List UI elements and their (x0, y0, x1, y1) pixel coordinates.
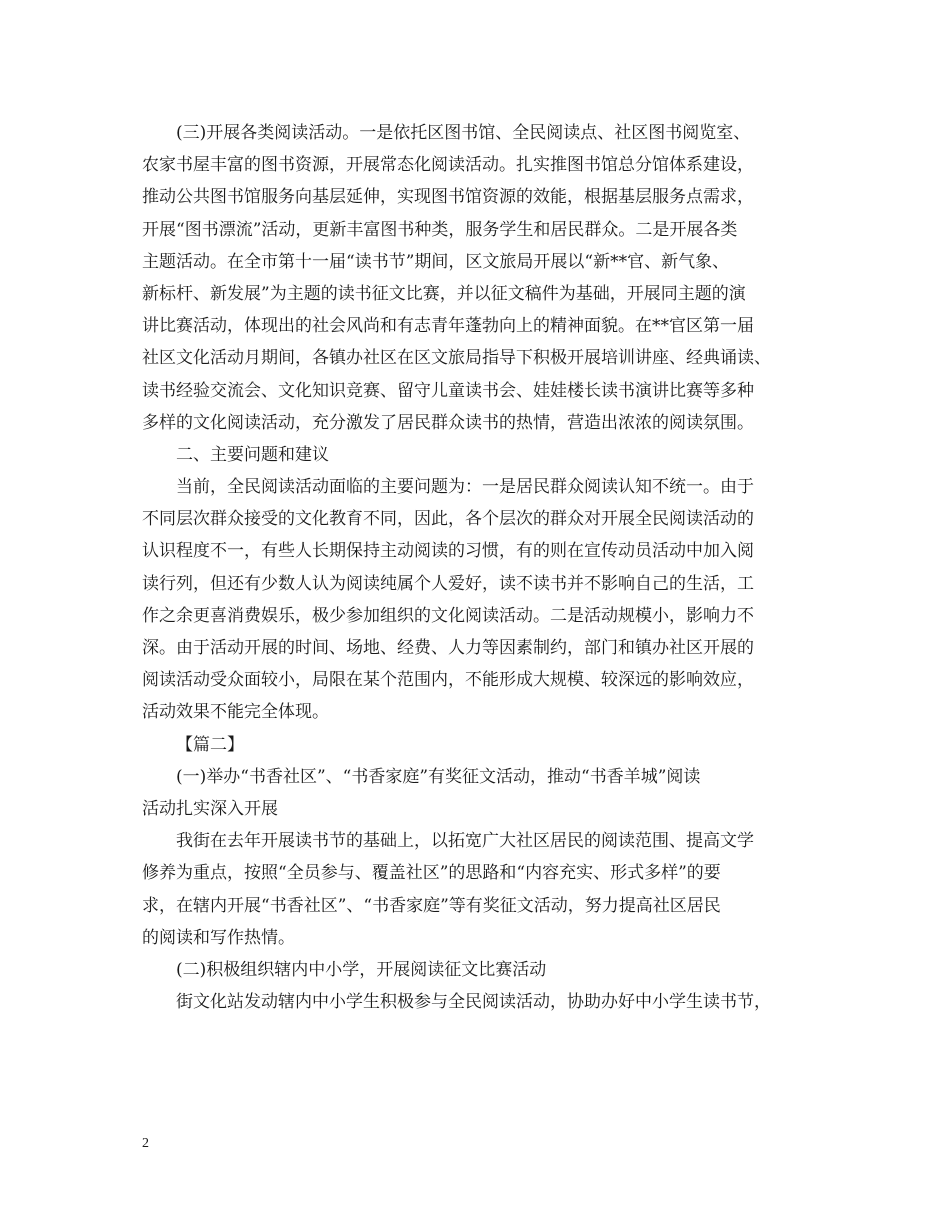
text-line: 活动效果不能完全体现。 (142, 702, 329, 723)
text-line: (二)积极组织辖内中小学，开展阅读征文比赛活动 (176, 959, 547, 980)
text-line: (三)开展各类阅读活动。一是依托区图书馆、全民阅读点、社区图书阅览室、 (176, 123, 751, 143)
text-line: 【篇二】 (176, 734, 244, 755)
text-line: 街文化站发动辖内中小学生积极参与全民阅读活动，协助办好中小学生读书节， (176, 992, 771, 1013)
page-number: 2 (142, 1136, 149, 1151)
text-line: 活动扎实深入开展 (142, 798, 278, 819)
text-line: 推动公共图书馆服务向基层延伸，实现图书馆资源的效能，根据基层服务点需求， (142, 187, 754, 208)
text-line: 阅读活动受众面较小，局限在某个范围内，不能形成大规模、较深远的影响效应， (142, 670, 754, 691)
text-line: 作之余更喜消费娱乐，极少参加组织的文化阅读活动。二是活动规模小，影响力不 (142, 605, 754, 626)
text-line: (一)举办“书香社区”、“书香家庭”有奖征文活动，推动“书香羊城”阅读 (176, 766, 701, 787)
text-line: 当前，全民阅读活动面临的主要问题为：一是居民群众阅读认知不统一。由于 (176, 477, 754, 498)
text-line: 新标杆、新发展”为主题的读书征文比赛，并以征文稿件为基础，开展同主题的演 (142, 283, 746, 304)
document-body (142, 117, 814, 1018)
text-line: 我街在去年开展读书节的基础上，以拓宽广大社区居民的阅读范围、提高文学 (176, 831, 754, 852)
text-line: 深。由于活动开展的时间、场地、经费、人力等因素制约，部门和镇办社区开展的 (142, 638, 754, 658)
text-line: 多样的文化阅读活动，充分激发了居民群众读书的热情，营造出浓浓的阅读氛围。 (142, 412, 754, 433)
text-line: 的阅读和写作热情。 (142, 927, 295, 948)
text-line: 不同层次群众接受的文化教育不同，因此，各个层次的群众对开展全民阅读活动的 (142, 509, 754, 530)
text-line: 求，在辖内开展“书香社区”、“书香家庭”等有奖征文活动，努力提高社区居民 (142, 895, 721, 916)
text-line: 农家书屋丰富的图书资源，开展常态化阅读活动。扎实推图书馆总分馆体系建设， (142, 155, 754, 176)
text-line: 二、主要问题和建议 (176, 444, 329, 465)
text-line: 社区文化活动月期间，各镇办社区在区文旅局指导下积极开展培训讲座、经典诵读、 (142, 348, 771, 369)
text-line: 认识程度不一，有些人长期保持主动阅读的习惯，有的则在宣传动员活动中加入阅 (142, 541, 754, 562)
text-line: 读行列，但还有少数人认为阅读纯属个人爱好，读不读书并不影响自己的生活，工 (142, 573, 754, 594)
text-line: 主题活动。在全市第十一届“读书节”期间，区文旅局开展以“新**官、新气象、 (142, 251, 730, 272)
text-line: 开展“图书漂流”活动，更新丰富图书种类，服务学生和居民群众。二是开展各类 (142, 219, 738, 240)
text-line: 读书经验交流会、文化知识竞赛、留守儿童读书会、娃娃楼长读书演讲比赛等多种 (142, 380, 754, 401)
text-line: 讲比赛活动，体现出的社会风尚和有志青年蓬勃向上的精神面貌。在**官区第一届 (142, 316, 754, 337)
text-line: 修养为重点，按照“全员参与、覆盖社区”的思路和“内容充实、形式多样”的要 (142, 863, 721, 884)
